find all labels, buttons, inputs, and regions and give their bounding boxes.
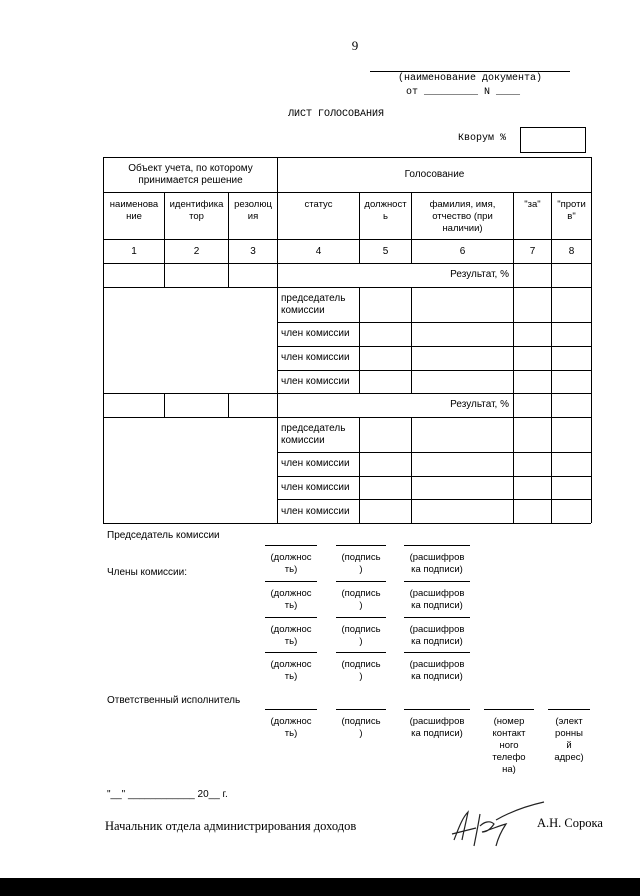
- header-object: Объект учета, по которому принимается решение: [128, 163, 253, 186]
- caption-position: (должнос ть): [270, 588, 312, 611]
- role-chairman: председатель комиссии: [281, 293, 346, 316]
- caption-phone: (номер контакт ного телефо на): [492, 716, 526, 775]
- col-header-for: "за": [524, 199, 541, 210]
- col-header-position: должност ь: [364, 199, 407, 222]
- caption-position: (должнос ть): [270, 552, 312, 575]
- col-num: 3: [250, 246, 256, 257]
- role-member: член комиссии: [281, 376, 350, 387]
- executor-label: Ответственный исполнитель: [107, 695, 241, 706]
- header-voting: Голосование: [404, 169, 465, 180]
- col-header-fullname: фамилия, имя, отчество (при наличии): [429, 199, 496, 234]
- result-label: Результат, %: [450, 269, 509, 280]
- col-num: 4: [315, 246, 322, 257]
- col-num: 6: [459, 246, 466, 257]
- col-header-status: статус: [304, 199, 333, 210]
- caption-signature: (подпись ): [341, 552, 381, 575]
- caption-decode: (расшифров ка подписи): [409, 588, 465, 611]
- caption-signature: (подпись ): [341, 588, 381, 611]
- scan-edge: [0, 878, 640, 896]
- col-header-against: "проти в": [557, 199, 586, 222]
- caption-decode: (расшифров ка подписи): [409, 659, 465, 682]
- col-header-name: наименова ние: [109, 199, 159, 222]
- document-title: ЛИСТ ГОЛОСОВАНИЯ: [288, 109, 385, 120]
- quorum-label: Кворум %: [458, 133, 507, 144]
- role-member: член комиссии: [281, 482, 350, 493]
- caption-position: (должнос ть): [270, 624, 312, 647]
- date-footer: "__" ____________ 20__ г.: [107, 789, 228, 800]
- col-num: 5: [382, 246, 389, 257]
- document-date-line: от _________ N ____: [406, 87, 521, 98]
- caption-decode: (расшифров ка подписи): [409, 552, 465, 575]
- result-label: Результат, %: [450, 399, 509, 410]
- caption-signature: (подпись ): [341, 624, 381, 647]
- caption-signature: (подпись ): [341, 716, 381, 739]
- role-member: член комиссии: [281, 352, 350, 363]
- footer-position: Начальник отдела администрирования доходов: [105, 819, 357, 833]
- caption-position: (должнос ть): [270, 716, 312, 739]
- page-number: 9: [351, 38, 359, 53]
- footer-name: А.Н. Сорока: [537, 816, 603, 830]
- handwritten-signature: [440, 800, 550, 860]
- quorum-box: [520, 127, 586, 153]
- col-num: 7: [529, 246, 536, 257]
- document-name-caption: (наименование документа): [398, 73, 543, 84]
- document-name-line: [370, 71, 570, 72]
- col-num: 8: [568, 246, 575, 257]
- col-header-id: идентифика тор: [169, 199, 224, 222]
- caption-decode: (расшифров ка подписи): [409, 716, 465, 739]
- caption-email: (элект ронны й адрес): [554, 716, 584, 763]
- caption-decode: (расшифров ка подписи): [409, 624, 465, 647]
- role-chairman: председатель комиссии: [281, 423, 346, 446]
- col-header-resolution: резолюц ия: [234, 199, 272, 222]
- role-member: член комиссии: [281, 458, 350, 469]
- chairman-label: Председатель комиссии: [107, 530, 220, 541]
- role-member: член комиссии: [281, 506, 350, 517]
- col-num: 1: [131, 246, 137, 257]
- caption-signature: (подпись ): [341, 659, 381, 682]
- col-num: 2: [193, 246, 200, 257]
- caption-position: (должнос ть): [270, 659, 312, 682]
- members-label: Члены комиссии:: [107, 567, 188, 578]
- role-member: член комиссии: [281, 328, 350, 339]
